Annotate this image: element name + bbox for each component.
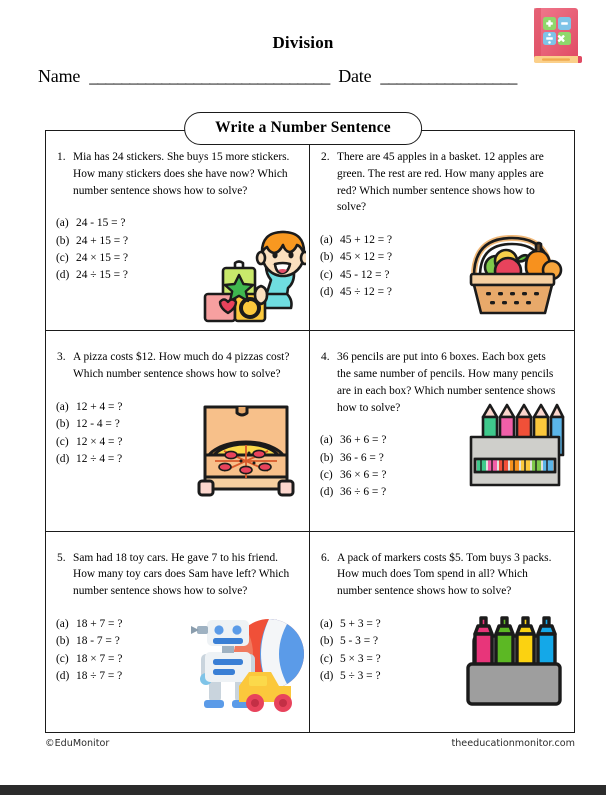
option-expression: 24 × 15 = ? [76,251,129,264]
option-key: (c) [320,268,333,281]
date-label: Date [338,66,372,86]
option-key: (b) [320,635,334,648]
math-book-icon [528,6,584,68]
option-expression: 18 + 7 = ? [76,617,123,630]
option-key: (a) [320,617,333,630]
question-cell-3 [46,331,310,531]
worksheet-header [0,0,606,130]
option-a[interactable] [320,232,564,249]
option-d[interactable] [56,267,299,284]
option-a[interactable] [320,616,564,633]
option-d[interactable] [56,668,299,685]
option-key: (c) [320,652,333,665]
option-key: (c) [56,251,69,264]
bottom-bar [0,785,606,795]
option-expression: 5 ÷ 3 = ? [340,669,381,682]
option-b[interactable] [56,416,299,433]
question-number: 4. [321,351,330,364]
question-options [54,215,299,284]
question-cell-1 [46,131,310,331]
option-c[interactable] [320,467,564,484]
question-number: 1. [57,151,66,163]
option-key: (b) [56,418,70,431]
option-key: (b) [56,635,70,648]
option-d[interactable] [320,284,564,301]
date-blank-line[interactable]: _________________ [380,66,517,86]
question-text: 36 pencils are put into 6 boxes. Each box gets the same number of pencils. How many pencils are in each box? Which number sentence shows how to solve? [337,351,556,414]
option-key: (a) [56,400,69,413]
question-cell-5 [46,532,310,732]
questions-table [45,130,575,733]
option-d[interactable] [320,484,564,501]
option-expression: 24 + 15 = ? [76,234,129,247]
question-prompt [54,349,299,383]
section-banner: Write a Number Sentence [184,112,422,145]
option-key: (d) [320,486,334,499]
option-key: (b) [320,251,334,264]
option-expression: 12 + 4 = ? [76,400,123,413]
option-c[interactable] [320,651,564,668]
question-cell-6 [310,532,574,732]
option-b[interactable] [320,450,564,467]
option-c[interactable] [56,651,299,668]
option-key: (c) [56,652,69,665]
name-date-row [38,66,572,87]
option-expression: 18 × 7 = ? [76,652,123,665]
question-prompt [54,149,299,199]
option-key: (a) [56,617,69,630]
question-number: 2. [321,151,330,163]
option-key: (d) [320,286,334,299]
question-options [318,232,564,301]
question-options [318,616,564,685]
question-prompt [318,149,564,216]
option-expression: 24 - 15 = ? [76,217,126,230]
option-b[interactable] [320,249,564,266]
option-expression: 45 ÷ 12 = ? [340,286,392,299]
copyright-text: ©EduMonitor [45,738,110,749]
option-expression: 18 ÷ 7 = ? [76,669,123,682]
question-text: Mia has 24 stickers. She buys 15 more stickers. How many stickers does she have now? Which number sentence shows how to solve? [73,151,290,197]
question-options [54,616,299,685]
option-expression: 12 - 4 = ? [76,418,120,431]
option-expression: 12 × 4 = ? [76,435,123,448]
option-expression: 36 - 6 = ? [340,451,384,464]
option-expression: 36 ÷ 6 = ? [340,486,387,499]
option-expression: 24 ÷ 15 = ? [76,269,128,282]
option-key: (a) [56,217,69,230]
option-b[interactable] [56,633,299,650]
option-key: (b) [320,451,334,464]
option-expression: 5 × 3 = ? [340,652,381,665]
question-options [318,432,564,501]
option-key: (c) [56,435,69,448]
question-prompt [318,349,564,416]
page-footer [45,738,575,749]
option-key: (d) [56,669,70,682]
option-d[interactable] [320,668,564,685]
question-cell-2 [310,131,574,331]
question-number: 6. [321,551,330,564]
question-text: A pizza costs $12. How much do 4 pizzas cost? Which number sentence shows how to solve? [73,351,290,381]
option-key: (d) [320,669,334,682]
option-a[interactable] [56,215,299,232]
option-expression: 18 - 7 = ? [76,635,120,648]
option-expression: 36 × 6 = ? [340,469,387,482]
question-options [54,399,299,468]
option-b[interactable] [56,233,299,250]
option-b[interactable] [320,633,564,650]
option-expression: 45 × 12 = ? [340,251,393,264]
name-label: Name [38,66,81,86]
question-number: 3. [57,351,66,364]
question-cell-4 [310,331,574,531]
option-c[interactable] [56,250,299,267]
option-key: (b) [56,234,70,247]
page-title: Division [272,33,334,52]
option-expression: 5 + 3 = ? [340,617,381,630]
question-prompt [318,550,564,600]
option-expression: 36 + 6 = ? [340,434,387,447]
name-blank-line[interactable]: ______________________________ [89,66,330,86]
question-text: A pack of markers costs $5. Tom buys 3 packs. How much does Tom spend in all? Which number sentence shows how to solve? [337,551,552,598]
question-text: There are 45 apples in a basket. 12 apples are green. The rest are red. How many apples are red? Which number sentence shows how to solve? [337,151,544,214]
option-c[interactable] [320,267,564,284]
option-key: (a) [320,234,333,247]
option-expression: 45 - 12 = ? [340,268,390,281]
option-expression: 12 ÷ 4 = ? [76,452,123,465]
option-d[interactable] [56,451,299,468]
question-number: 5. [57,551,66,564]
option-expression: 5 - 3 = ? [340,635,379,648]
question-text: Sam had 18 toy cars. He gave 7 to his friend. How many toy cars does Sam have left? Which number sentence shows how to solve? [73,551,290,598]
website-url[interactable]: theeducationmonitor.com [451,738,575,749]
question-prompt [54,550,299,600]
option-key: (a) [320,434,333,447]
option-a[interactable] [56,616,299,633]
option-a[interactable] [320,432,564,449]
option-expression: 45 + 12 = ? [340,234,393,247]
option-a[interactable] [56,399,299,416]
option-key: (c) [320,469,333,482]
option-key: (d) [56,452,70,465]
option-key: (d) [56,269,70,282]
option-c[interactable] [56,434,299,451]
